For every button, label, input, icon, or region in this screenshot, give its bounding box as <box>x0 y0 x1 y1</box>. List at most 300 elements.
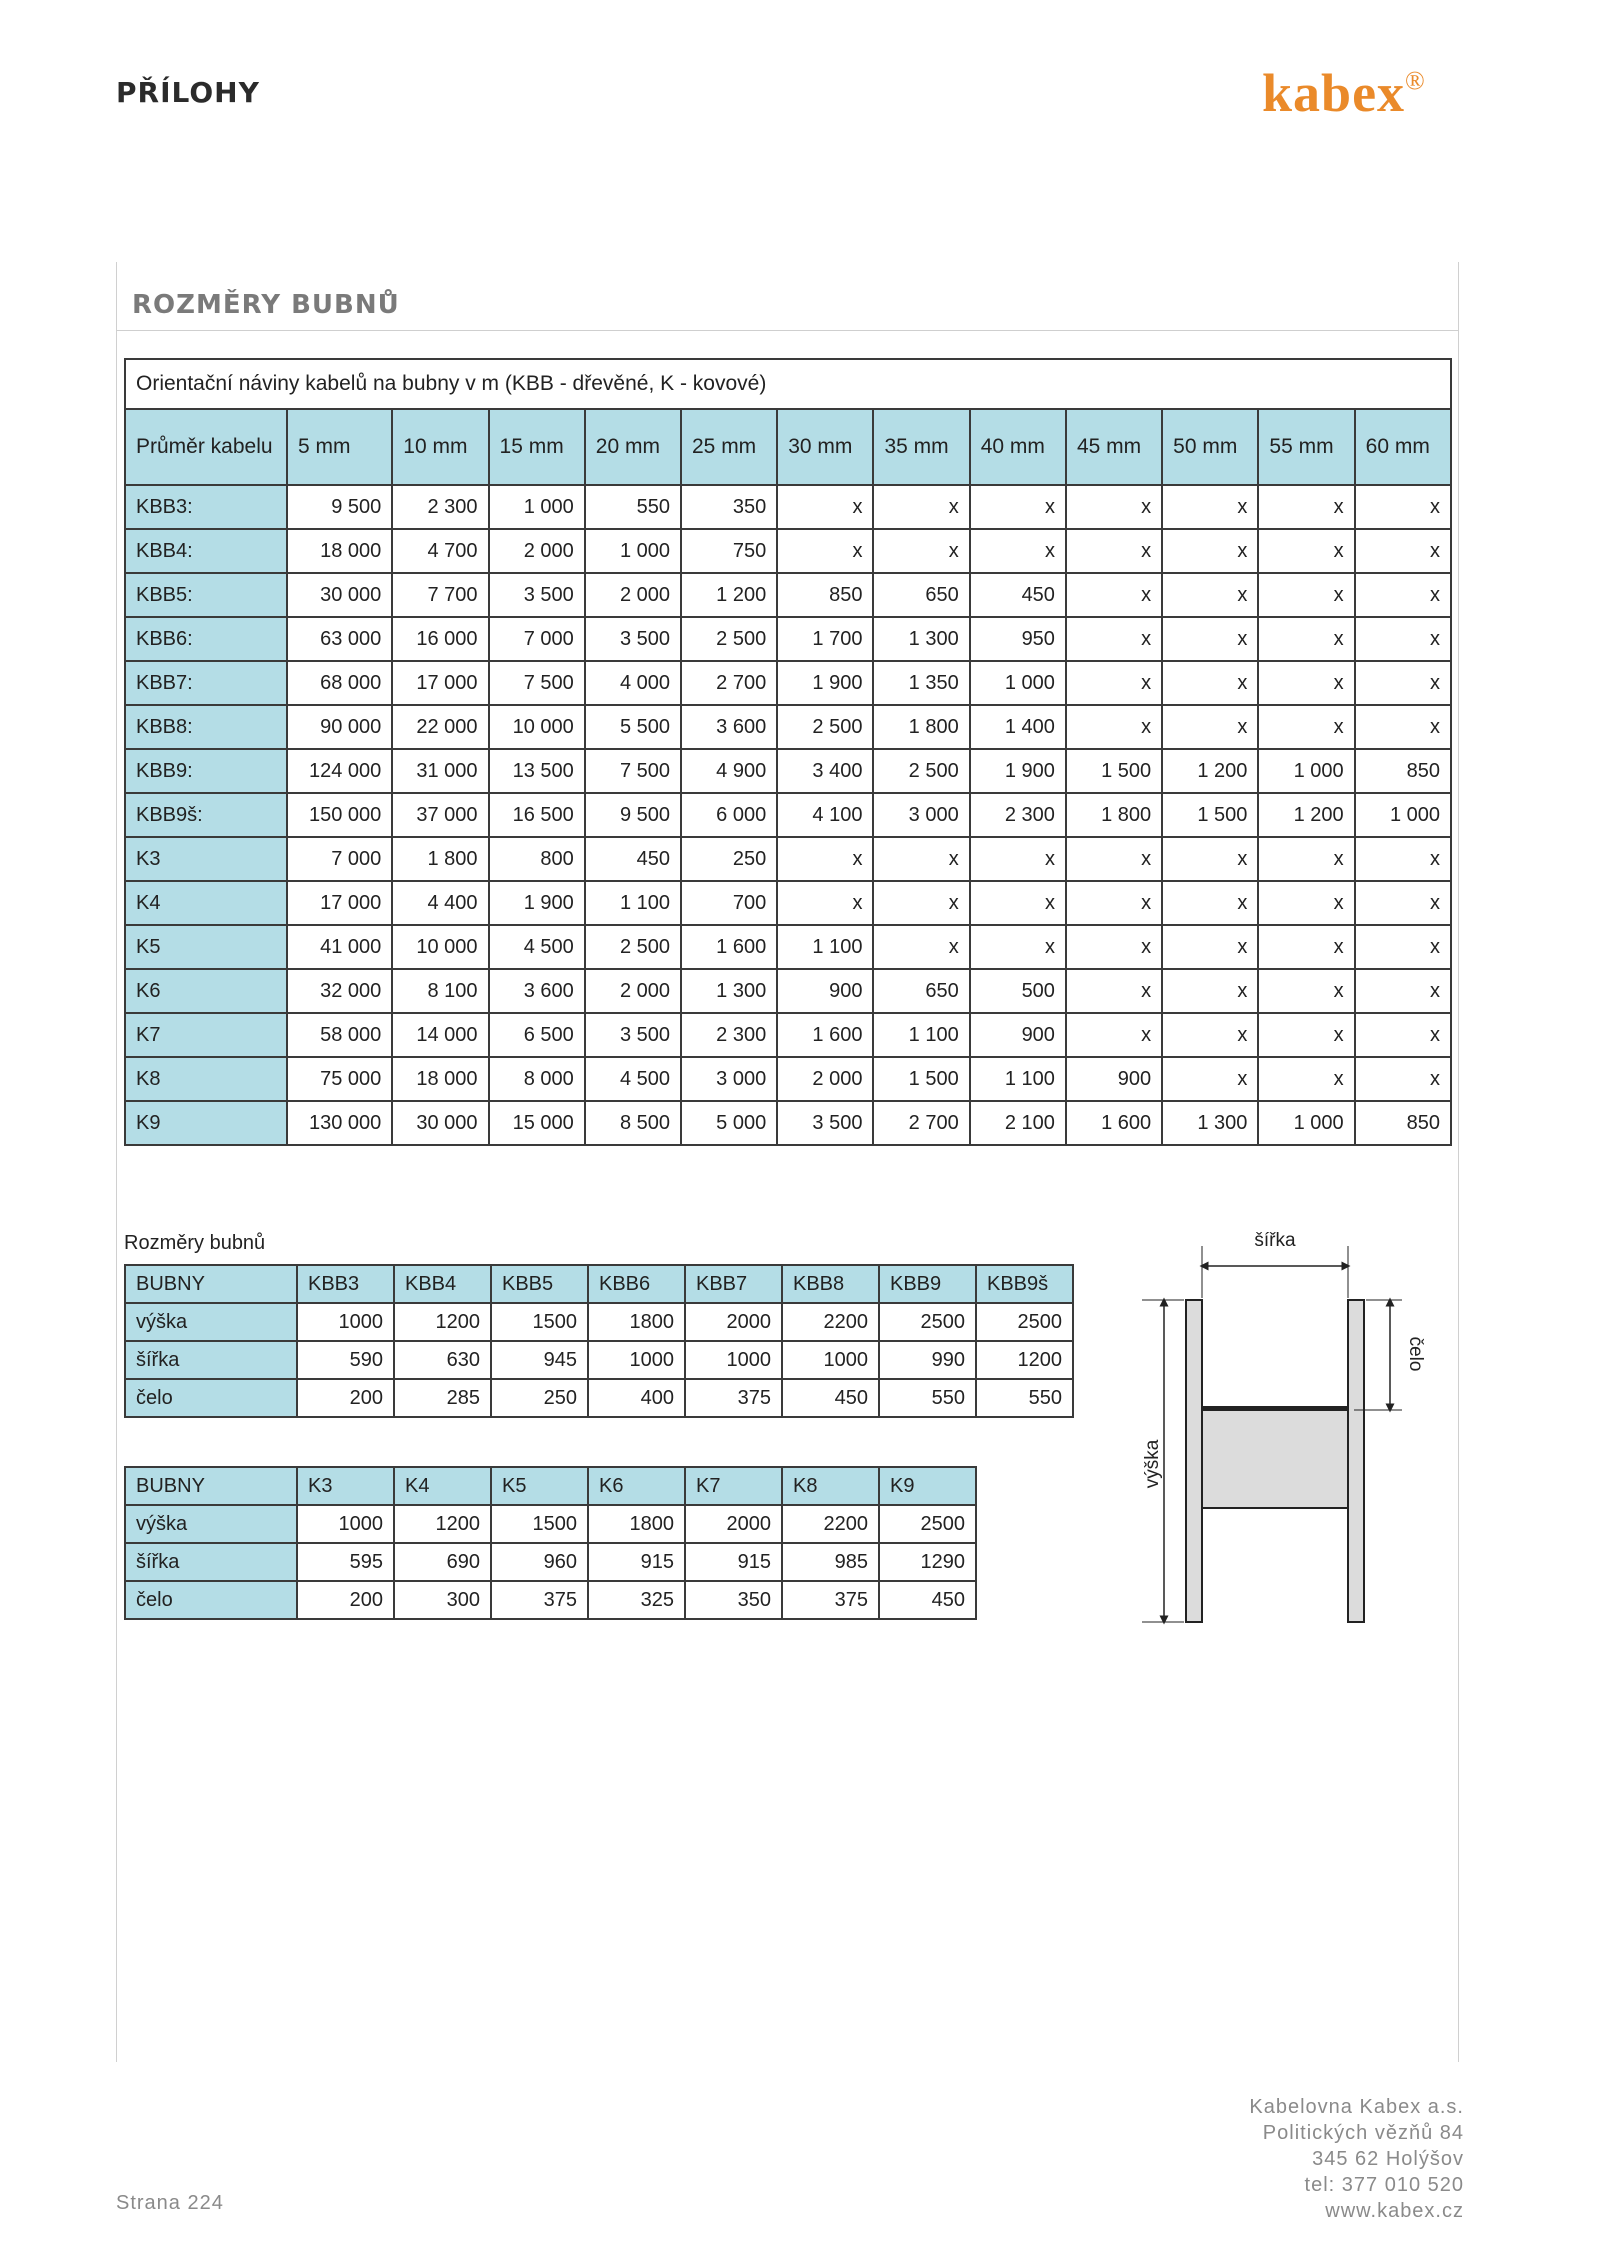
dim-cell: 1000 <box>685 1341 782 1379</box>
dim-cell: 690 <box>394 1543 491 1581</box>
dim-column-header: K7 <box>685 1467 782 1505</box>
table-cell: 8 500 <box>585 1101 681 1145</box>
dim-cell: 1200 <box>394 1505 491 1543</box>
dim-cell: 2500 <box>976 1303 1073 1341</box>
table-cell: x <box>1258 1057 1354 1101</box>
table-cell: 850 <box>1355 749 1451 793</box>
row-label: K3 <box>125 837 287 881</box>
dim-cell: 285 <box>394 1379 491 1417</box>
table-row <box>125 969 1451 1013</box>
table-cell: x <box>1066 573 1162 617</box>
dim-cell: 630 <box>394 1341 491 1379</box>
dim-header-row <box>125 1265 1073 1303</box>
table-cell: 3 500 <box>585 1013 681 1057</box>
table-cell: x <box>1162 881 1258 925</box>
dim-row <box>125 1379 1073 1417</box>
table-cell: x <box>1258 617 1354 661</box>
table-cell: 900 <box>1066 1057 1162 1101</box>
dim-cell: 550 <box>976 1379 1073 1417</box>
table-cell: x <box>1355 1013 1451 1057</box>
logo-text: kabex <box>1262 63 1406 123</box>
table-cell: 5 000 <box>681 1101 777 1145</box>
dim-column-header: K3 <box>297 1467 394 1505</box>
dim-cell: 375 <box>491 1581 588 1619</box>
table-cell: x <box>1066 1013 1162 1057</box>
dim-cell: 915 <box>588 1543 685 1581</box>
dim-row-label: šířka <box>125 1543 297 1581</box>
table-cell: 4 500 <box>489 925 585 969</box>
k-dimensions-table <box>124 1466 977 1620</box>
dim-column-header: BUBNY <box>125 1265 297 1303</box>
column-header: 10 mm <box>392 409 488 485</box>
table-cell: 1 800 <box>1066 793 1162 837</box>
dim-cell: 550 <box>879 1379 976 1417</box>
table-cell: 16 000 <box>392 617 488 661</box>
page-header-title: PŘÍLOHY <box>116 76 260 109</box>
table-cell: 3 500 <box>585 617 681 661</box>
left-flange <box>1186 1300 1202 1622</box>
table-cell: x <box>1355 573 1451 617</box>
table-cell: x <box>1066 969 1162 1013</box>
table-cell: 3 600 <box>489 969 585 1013</box>
table-cell: 32 000 <box>287 969 392 1013</box>
table-cell: x <box>1066 661 1162 705</box>
table-cell: x <box>970 925 1066 969</box>
table-cell: 75 000 <box>287 1057 392 1101</box>
table-cell: 1 100 <box>585 881 681 925</box>
table-cell: 900 <box>970 1013 1066 1057</box>
dim-column-header: K9 <box>879 1467 976 1505</box>
table-cell: 7 500 <box>489 661 585 705</box>
table-cell: 4 500 <box>585 1057 681 1101</box>
company-web: www.kabex.cz <box>1325 2200 1464 2222</box>
table-cell: x <box>1162 705 1258 749</box>
dim-cell: 200 <box>297 1581 394 1619</box>
table-cell: x <box>1162 529 1258 573</box>
table-cell: 1 000 <box>489 485 585 529</box>
company-city: 345 62 Holýšov <box>1312 2148 1464 2170</box>
table-cell: 17 000 <box>287 881 392 925</box>
section-divider <box>116 330 1458 331</box>
table-cell: x <box>1355 837 1451 881</box>
table-cell: 350 <box>681 485 777 529</box>
dim-cell: 2200 <box>782 1505 879 1543</box>
table-cell: x <box>1258 573 1354 617</box>
table-cell: 700 <box>681 881 777 925</box>
table-cell: 22 000 <box>392 705 488 749</box>
table-row <box>125 837 1451 881</box>
table-row <box>125 881 1451 925</box>
table-row <box>125 1101 1451 1145</box>
dim-cell: 2000 <box>685 1505 782 1543</box>
dim-row <box>125 1543 976 1581</box>
drum-core <box>1200 1410 1352 1508</box>
right-flange <box>1348 1300 1364 1622</box>
dim-cell: 450 <box>879 1581 976 1619</box>
dim-cell: 1800 <box>588 1505 685 1543</box>
right-margin-line <box>1458 262 1459 2062</box>
table-cell: x <box>1258 837 1354 881</box>
table-cell: 41 000 <box>287 925 392 969</box>
table-cell: 7 000 <box>489 617 585 661</box>
table-cell: x <box>873 837 969 881</box>
table-cell: 650 <box>873 573 969 617</box>
table-cell: x <box>1258 661 1354 705</box>
column-header: 35 mm <box>873 409 969 485</box>
table-cell: x <box>1355 881 1451 925</box>
table-cell: x <box>970 837 1066 881</box>
table-cell: 18 000 <box>287 529 392 573</box>
table-cell: 1 600 <box>777 1013 873 1057</box>
dim-cell: 350 <box>685 1581 782 1619</box>
table-cell: x <box>1258 529 1354 573</box>
table-cell: x <box>1355 617 1451 661</box>
table-cell: 1 500 <box>1162 793 1258 837</box>
table-cell: x <box>1258 705 1354 749</box>
table-cell: 124 000 <box>287 749 392 793</box>
table-cell: 30 000 <box>287 573 392 617</box>
left-margin-line <box>116 262 117 2062</box>
table-cell: 31 000 <box>392 749 488 793</box>
table-cell: x <box>970 529 1066 573</box>
table-cell: 3 500 <box>777 1101 873 1145</box>
dim-column-header: KBB3 <box>297 1265 394 1303</box>
dim-row-label: šířka <box>125 1341 297 1379</box>
table-cell: x <box>1066 617 1162 661</box>
table-cell: 550 <box>585 485 681 529</box>
table-row <box>125 1013 1451 1057</box>
table-cell: 1 100 <box>970 1057 1066 1101</box>
table-cell: 3 600 <box>681 705 777 749</box>
dim-cell: 990 <box>879 1341 976 1379</box>
table-row <box>125 529 1451 573</box>
table-cell: x <box>1162 661 1258 705</box>
dim-cell: 1200 <box>976 1341 1073 1379</box>
table-cell: x <box>777 881 873 925</box>
company-phone: tel: 377 010 520 <box>1304 2174 1464 2196</box>
table-cell: x <box>777 529 873 573</box>
dim-row <box>125 1505 976 1543</box>
drum-diagram <box>1120 1228 1440 1648</box>
table-cell: 1 000 <box>1258 749 1354 793</box>
table-cell: 1 300 <box>1162 1101 1258 1145</box>
table-cell: 1 600 <box>1066 1101 1162 1145</box>
table-cell: x <box>970 881 1066 925</box>
dim-cell: 945 <box>491 1341 588 1379</box>
table-cell: x <box>873 529 969 573</box>
table-cell: x <box>1162 617 1258 661</box>
dim-header-row <box>125 1467 976 1505</box>
table-cell: 8 000 <box>489 1057 585 1101</box>
table-cell: 9 500 <box>585 793 681 837</box>
dim-cell: 1000 <box>297 1505 394 1543</box>
table-cell: 4 000 <box>585 661 681 705</box>
table-cell: 17 000 <box>392 661 488 705</box>
table-cell: 1 800 <box>873 705 969 749</box>
dim-cell: 1000 <box>297 1303 394 1341</box>
table-cell: x <box>1355 661 1451 705</box>
table-cell: 68 000 <box>287 661 392 705</box>
table-cell: x <box>777 485 873 529</box>
row-label: KBB4: <box>125 529 287 573</box>
table-cell: 950 <box>970 617 1066 661</box>
table-cell: x <box>1355 485 1451 529</box>
row-label: K9 <box>125 1101 287 1145</box>
dim-cell: 325 <box>588 1581 685 1619</box>
table-cell: 500 <box>970 969 1066 1013</box>
table-cell: 7 700 <box>392 573 488 617</box>
row-label: K6 <box>125 969 287 1013</box>
table-cell: 1 900 <box>970 749 1066 793</box>
table-cell: 1 200 <box>1258 793 1354 837</box>
table-cell: 2 500 <box>585 925 681 969</box>
table-cell: 2 300 <box>970 793 1066 837</box>
table-row <box>125 485 1451 529</box>
dim-cell: 2500 <box>879 1505 976 1543</box>
dim-cell: 400 <box>588 1379 685 1417</box>
table-cell: 30 000 <box>392 1101 488 1145</box>
row-label: KBB5: <box>125 573 287 617</box>
dim-cell: 200 <box>297 1379 394 1417</box>
row-label: KBB8: <box>125 705 287 749</box>
table-cell: x <box>1355 529 1451 573</box>
table-cell: 900 <box>777 969 873 1013</box>
dim-row-label: čelo <box>125 1379 297 1417</box>
table-cell: 850 <box>777 573 873 617</box>
table-cell: x <box>1258 925 1354 969</box>
table-cell: 18 000 <box>392 1057 488 1101</box>
table-cell: 2 300 <box>681 1013 777 1057</box>
header-diameter: Průměr kabelu <box>125 409 287 485</box>
table-cell: x <box>1162 837 1258 881</box>
table-cell: x <box>1162 573 1258 617</box>
table-row <box>125 749 1451 793</box>
table-cell: x <box>1355 969 1451 1013</box>
table-cell: 1 350 <box>873 661 969 705</box>
dim-cell: 2200 <box>782 1303 879 1341</box>
table-cell: x <box>1162 1057 1258 1101</box>
dim-column-header: K8 <box>782 1467 879 1505</box>
table-cell: 90 000 <box>287 705 392 749</box>
cable-length-table <box>124 358 1452 1146</box>
registered-mark: ® <box>1405 66 1426 95</box>
table-cell: x <box>1355 1057 1451 1101</box>
table-cell: 1 200 <box>681 573 777 617</box>
dim-row-label: výška <box>125 1505 297 1543</box>
table-cell: 150 000 <box>287 793 392 837</box>
table-cell: 130 000 <box>287 1101 392 1145</box>
dim-cell: 2000 <box>685 1303 782 1341</box>
company-address <box>1249 2094 1464 2224</box>
dim-cell: 375 <box>685 1379 782 1417</box>
row-label: KBB7: <box>125 661 287 705</box>
table-row <box>125 793 1451 837</box>
table-cell: 10 000 <box>392 925 488 969</box>
column-header: 15 mm <box>489 409 585 485</box>
table-cell: x <box>873 485 969 529</box>
table-cell: x <box>1355 705 1451 749</box>
dim-cell: 985 <box>782 1543 879 1581</box>
row-label: KBB3: <box>125 485 287 529</box>
table-cell: 450 <box>970 573 1066 617</box>
table-cell: x <box>1162 485 1258 529</box>
table-cell: 750 <box>681 529 777 573</box>
table-cell: 1 300 <box>873 617 969 661</box>
table-cell: 650 <box>873 969 969 1013</box>
dim-column-header: KBB5 <box>491 1265 588 1303</box>
table-cell: 1 000 <box>1355 793 1451 837</box>
table-cell: x <box>1258 485 1354 529</box>
table-cell: 2 500 <box>873 749 969 793</box>
table-cell: 14 000 <box>392 1013 488 1057</box>
table-cell: 1 200 <box>1162 749 1258 793</box>
column-header: 30 mm <box>777 409 873 485</box>
table-cell: 2 300 <box>392 485 488 529</box>
height-label: výška <box>1142 1439 1163 1489</box>
table-cell: 1 900 <box>777 661 873 705</box>
table-cell: 1 100 <box>873 1013 969 1057</box>
column-header: 20 mm <box>585 409 681 485</box>
table-caption: Orientační náviny kabelů na bubny v m (KBB - dřevěné, K - kovové) <box>125 359 1451 409</box>
dim-cell: 1800 <box>588 1303 685 1341</box>
table-cell: 3 000 <box>873 793 969 837</box>
table-cell: x <box>873 925 969 969</box>
dim-row <box>125 1581 976 1619</box>
table-cell: x <box>1066 485 1162 529</box>
table-cell: x <box>873 881 969 925</box>
table-cell: x <box>970 485 1066 529</box>
table-cell: 6 000 <box>681 793 777 837</box>
dim-cell: 915 <box>685 1543 782 1581</box>
column-header: 25 mm <box>681 409 777 485</box>
dim-cell: 2500 <box>879 1303 976 1341</box>
dim-column-header: BUBNY <box>125 1467 297 1505</box>
dim-cell: 250 <box>491 1379 588 1417</box>
column-header: 40 mm <box>970 409 1066 485</box>
table-cell: 10 000 <box>489 705 585 749</box>
table-row <box>125 661 1451 705</box>
table-cell: x <box>777 837 873 881</box>
table-cell: 15 000 <box>489 1101 585 1145</box>
row-label: K4 <box>125 881 287 925</box>
dim-cell: 1500 <box>491 1505 588 1543</box>
table-row <box>125 925 1451 969</box>
table-cell: 6 500 <box>489 1013 585 1057</box>
dim-cell: 300 <box>394 1581 491 1619</box>
dim-cell: 1000 <box>782 1341 879 1379</box>
column-header: 45 mm <box>1066 409 1162 485</box>
table-cell: 250 <box>681 837 777 881</box>
table-cell: 2 000 <box>489 529 585 573</box>
dim-cell: 1000 <box>588 1341 685 1379</box>
table-cell: 1 100 <box>777 925 873 969</box>
table-cell: 1 700 <box>777 617 873 661</box>
dim-column-header: KBB6 <box>588 1265 685 1303</box>
table-cell: x <box>1162 1013 1258 1057</box>
table-cell: x <box>1258 1013 1354 1057</box>
table-cell: 2 500 <box>777 705 873 749</box>
table-cell: x <box>1162 969 1258 1013</box>
table-cell: 8 100 <box>392 969 488 1013</box>
table-cell: 800 <box>489 837 585 881</box>
column-header: 55 mm <box>1258 409 1354 485</box>
table-cell: 7 500 <box>585 749 681 793</box>
row-label: K5 <box>125 925 287 969</box>
column-header: 50 mm <box>1162 409 1258 485</box>
table-cell: 2 100 <box>970 1101 1066 1145</box>
section-title: ROZMĚRY BUBNŮ <box>132 290 400 320</box>
table-cell: 13 500 <box>489 749 585 793</box>
company-street: Politických vězňů 84 <box>1262 2122 1464 2144</box>
table-cell: 850 <box>1355 1101 1451 1145</box>
table-cell: 2 500 <box>681 617 777 661</box>
company-name: Kabelovna Kabex a.s. <box>1249 2096 1464 2118</box>
width-label: šířka <box>1254 1230 1296 1251</box>
dim-row-label: čelo <box>125 1581 297 1619</box>
table-cell: 58 000 <box>287 1013 392 1057</box>
dim-cell: 450 <box>782 1379 879 1417</box>
table-cell: 1 000 <box>1258 1101 1354 1145</box>
table-cell: 63 000 <box>287 617 392 661</box>
table-cell: x <box>1066 925 1162 969</box>
table-cell: 3 400 <box>777 749 873 793</box>
table-cell: x <box>1066 837 1162 881</box>
flange-label: čelo <box>1405 1336 1426 1372</box>
table-cell: 16 500 <box>489 793 585 837</box>
row-label: K8 <box>125 1057 287 1101</box>
dim-column-header: K4 <box>394 1467 491 1505</box>
dim-cell: 960 <box>491 1543 588 1581</box>
row-label: KBB6: <box>125 617 287 661</box>
dim-cell: 1200 <box>394 1303 491 1341</box>
table-cell: 450 <box>585 837 681 881</box>
table-cell: 9 500 <box>287 485 392 529</box>
dim-cell: 590 <box>297 1341 394 1379</box>
table-cell: x <box>1066 881 1162 925</box>
page-number: Strana 224 <box>116 2192 224 2214</box>
table-cell: 4 700 <box>392 529 488 573</box>
table-cell: 5 500 <box>585 705 681 749</box>
kbb-dimensions-table <box>124 1264 1074 1418</box>
table-row <box>125 705 1451 749</box>
dim-column-header: K5 <box>491 1467 588 1505</box>
table-cell: 2 000 <box>585 969 681 1013</box>
table-cell: 1 500 <box>873 1057 969 1101</box>
table-cell: 2 000 <box>777 1057 873 1101</box>
table-cell: 1 600 <box>681 925 777 969</box>
kabex-logo <box>1262 62 1426 124</box>
table-row <box>125 573 1451 617</box>
dim-column-header: KBB8 <box>782 1265 879 1303</box>
table-cell: 1 300 <box>681 969 777 1013</box>
table-cell: x <box>1162 925 1258 969</box>
table-cell: x <box>1258 969 1354 1013</box>
dim-row <box>125 1341 1073 1379</box>
table-cell: 1 400 <box>970 705 1066 749</box>
table-cell: 3 500 <box>489 573 585 617</box>
dim-column-header: K6 <box>588 1467 685 1505</box>
table-cell: 4 900 <box>681 749 777 793</box>
row-label: KBB9š: <box>125 793 287 837</box>
table-row <box>125 617 1451 661</box>
table-cell: 4 100 <box>777 793 873 837</box>
column-header: 60 mm <box>1355 409 1451 485</box>
table-cell: 2 700 <box>681 661 777 705</box>
table-cell: 1 000 <box>970 661 1066 705</box>
table-cell: 2 000 <box>585 573 681 617</box>
row-label: KBB9: <box>125 749 287 793</box>
table-cell: 2 700 <box>873 1101 969 1145</box>
